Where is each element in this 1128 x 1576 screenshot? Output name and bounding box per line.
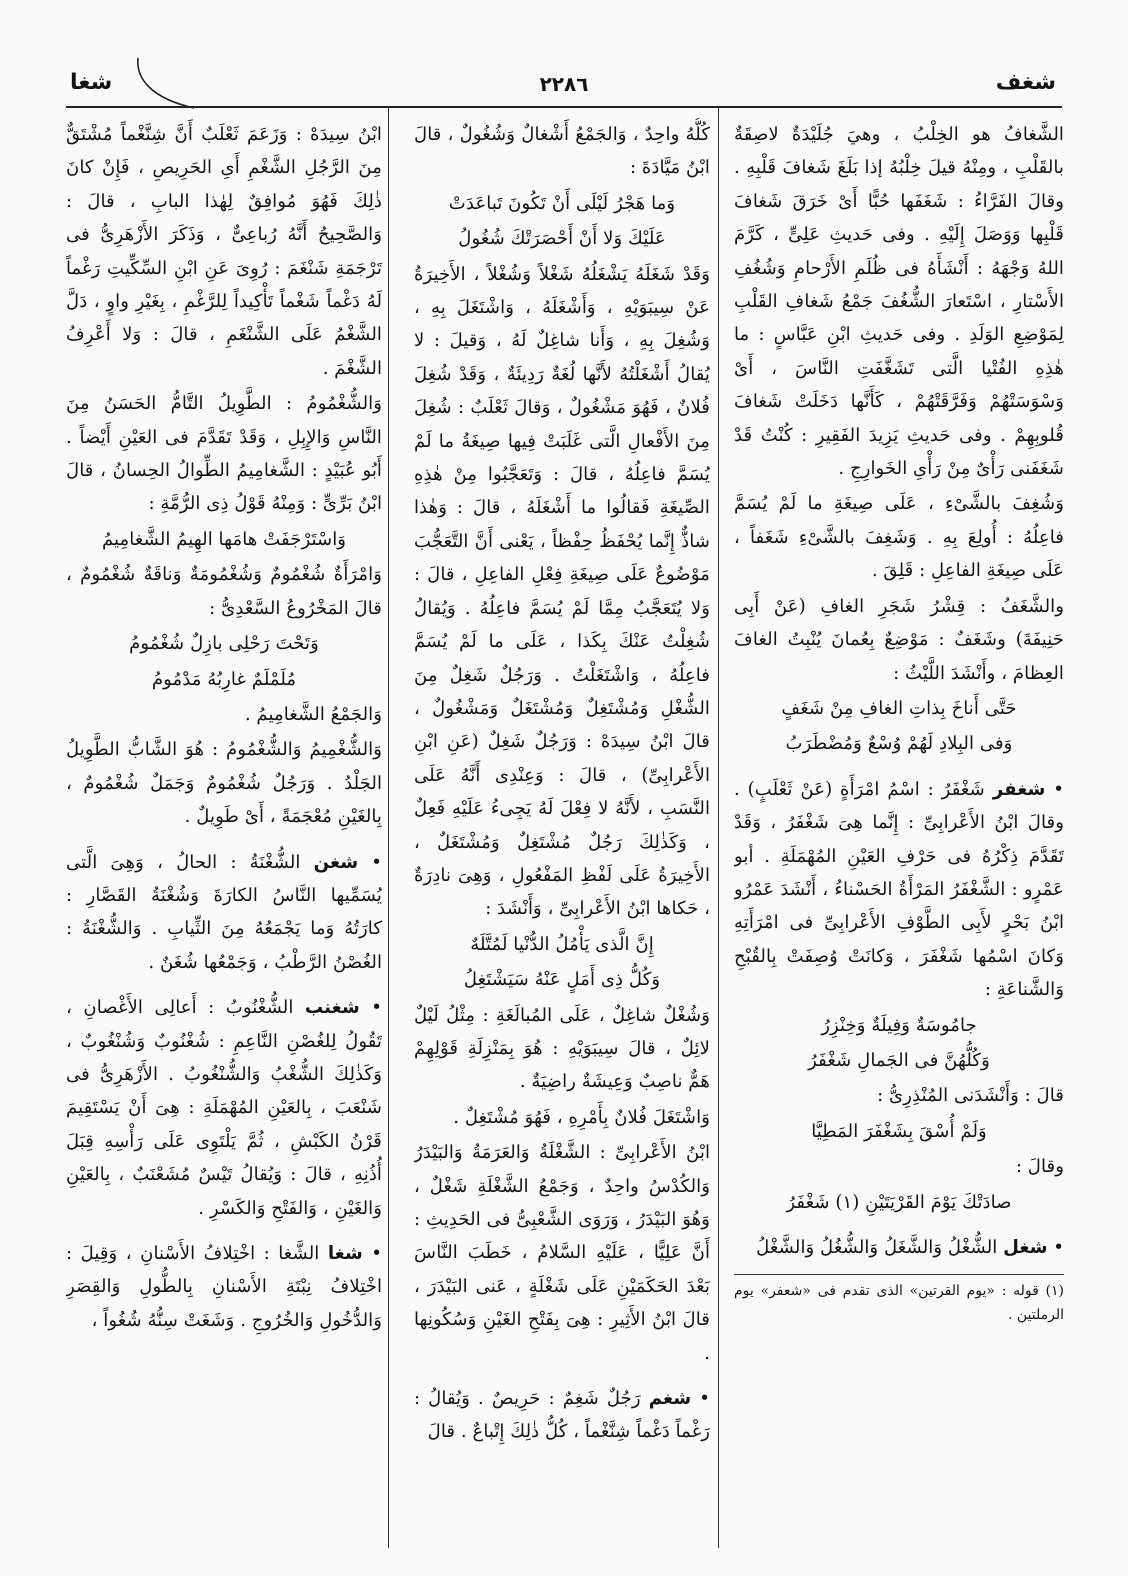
right-column [734,118,1064,1530]
entry-text: الشُّغْنَةُ : الحالُ ، وَهِىَ الَّتى يُسَمِّيها النَّاسُ الكارَةَ وَشُغْنَةُ القَصَّارِ : كارَتُهُ وَما يَجْمَعُهُ مِنَ الثِّيابِ . وَالشُّغْنَةُ : الغُصْنُ الرَّطْبُ ، وَجَمْعُها شُغَنٌ . [66,851,382,973]
entry-headword: شغفر [992,778,1046,800]
header-rule [66,106,1062,108]
margin-pen-mark [132,56,202,112]
paragraph: قالَ : وَأَنْشَدَنى المُنْذِرِىُّ : [877,1085,1064,1107]
footnote-rule [734,1274,1064,1275]
column-divider-right [718,108,719,1548]
paragraph: وَشُغْلٌ شاغِلٌ ، عَلَى المُبالَغَةِ : مِثْلُ لَيْلٌ لائِلٌ ، قالَ سِيبَوَيْهِ : هُوَ بِمَنْزِلَةِ قَوْلِهِمْ هَمٌّ ناصِبٌ وَعِيشَةٌ راضِيَةٌ . [414,1004,710,1093]
entry-bullet: • [691,1388,710,1410]
verse-line: وَفى البِلادِ لَهُمْ وُسْعٌ وَمُضْطَرَبُ [785,733,1013,755]
entry-text: رَجُلٌ شَغِمٌ : حَرِيصٌ . وَيُقالُ : رَغْماً دَغْماً شِنَّغْماً ، كُلُّ ذٰلِكَ إِتْباعٌ . قالَ [414,1388,710,1443]
entry-bullet: • [358,851,382,873]
paragraph: وَقَدْ شَغَلَهُ يَشْغَلُهُ شَغْلاً وَشُغْلاً ، الأَخِيرَةُ عَنْ سِيبَوَيْهِ ، وَأَشْغَلَهُ ، وَاشْتَغَلَ بِهِ ، وَشُغِلَ بِهِ ، وَأَنا شاغِلٌ لَهُ ، وَقيلَ : لا يُقالُ أَشْغَلْتُهُ لأَنَّها لُغَةٌ رَدِيئَةٌ ، وَقَدْ شُغِلَ فُلانٌ ، فَهُوَ مَشْغُولٌ ، وَقالَ ثَعْلَبٌ : شُغِلَ مِنَ الأَفْعالِ الَّتى غَلَبَتْ فِيها صِيغَةُ ما لَمْ يُسَمَّ فاعِلُهُ ، قالَ : وَتَعَجَّبُوا مِنْ هٰذِهِ الصِّيغَةِ فَقالُوا ما أَشْغَلَهُ ، قالَ : وَهٰذا شاذٌّ إِنَّما يُحْفَظُ حِفْظاً ، يَعْنى أَنَّ التَّعَجُّبَ مَوْضُوعٌ عَلَى صِيغَةِ فِعْلِ الفاعِلِ ، قالَ : وَلا يُتَعَجَّبُ مِمَّا لَمْ يُسَمَّ فاعِلُهُ . وَيُقالُ شُغِلْتُ عَنْكَ بِكَذا ، عَلَى ما لَمْ يُسَمَّ فاعِلُهُ ، وَاشْتَغَلْتُ . وَرَجُلٌ شَغِلٌ مِنَ الشُّغْلِ وَمُشْتَغِلٌ وَمُشْتَغَلٌ وَمَشْغُولٌ ، قالَ ابْنُ سِيدَهْ : وَرَجُلٌ شَغِلٌ (عَنِ ابْنِ الأَعْرابِىِّ) ، قالَ : وَعِنْدِى أَنَّهُ عَلَى النَّسَبِ ، لأَنَّهُ لا فِعْلَ لَهُ يَجِىءُ عَلَيْهِ فَعِلٌ ، وَكَذٰلِكَ رَجُلٌ مُشْتَغِلٌ وَمُشْتَغَلٌ ، الأَخِيرَةُ عَلَى لَفْظِ المَفْعُولِ ، وَهِىَ نادِرَةٌ ، حَكاها ابْنُ الأَعْرابِىِّ ، وَأَنْشَدَ : [414,263,710,920]
entry-bullet: • [1047,1237,1064,1258]
dictionary-entry [66,1237,382,1337]
verse-line: مُلَمْلَمٌ غارِبُهُ مَدْمُومُ [151,668,297,690]
dictionary-entry [734,1231,1064,1264]
entry-text: شَغْفَرُ : اسْمُ امْرَأَةٍ (عَنْ ثَعْلَبٍ) . وقالَ ابْنُ الأَعْرابِىِّ : إِنَّما هِىَ شَغْفَرُ ، وَقَدْ تَقَدَّمَ ذِكْرُهُ فى حَرْفِ العَيْنِ المُهْمَلَةِ . أبو عَمْرٍو : الشَّغْفَرُ المَرْأَةُ الحَسْناءُ ، أَنْشَدَ عَمْرُو ابْنُ بَحْرٍ لأَبِى الطَّوْفِ الأَعْرابِىِّ فى امْرَأَتِهِ وَكانَ اسْمُها شَغْفَرَ ، وَكانَتْ وُصِفَتْ بِالقُبْحِ وَالشَّناعَةِ : [734,778,1064,1001]
verse-line: وَلَمْ أُسْقَ بِشَغْفَرَ المَطِيَّا [811,1120,987,1142]
verse-line: حَتَّى أَناخَ بِذاتِ الغافِ مِنْ شَغَفٍ [781,697,1017,719]
verse-line: وَاسْتَرْجَفَتْ هامَها الهِيمُ الشَّغامِيمُ [101,528,347,550]
paragraph: وَالجَمْعُ الشَّغامِيمُ . [244,703,382,725]
dictionary-entry [414,1382,710,1449]
verse-line: صادَتْكَ يَوْمَ القَرْيَتَيْنِ (١) شَغْفَرُ [786,1191,1012,1213]
entry-headword: شغم [648,1388,692,1410]
paragraph: كُلُّهُ واحِدٌ ، وَالجَمْعُ أَشْغالٌ وَشُغُولٌ ، قالَ ابْنُ مَيَّادَةَ : [414,124,710,179]
entry-bullet: • [362,1243,382,1264]
paragraph: ابْنُ الأَعْرابِىِّ : الشَّغْلَةُ وَالعَرَمَةُ وَالبَيْدَرُ وَالكُدْسُ واحِدٌ ، وَجَمْعُ الشَّغْلَةِ شَغْلٌ ، وَهُوَ البَيْدَرُ ، وَرَوَى الشَّعْبِىُّ فى الحَدِيثِ : أَنَّ عَلِيًّا ، عَلَيْهِ السَّلامُ ، خَطَبَ النَّاسَ بَعْدَ الحَكَمَيْنِ عَلَى شَغْلَةٍ ، عَنى البَيْدَرَ ، قالَ ابْنُ الأَثِيرِ : هِىَ بِفَتْحِ الغَيْنِ وَسُكُونِها . [414,1142,710,1364]
dictionary-entry [66,991,382,1225]
column-divider-left [388,108,389,1548]
paragraph: ابْنُ سِيدَهْ : وَزَعَمَ ثَعْلَبٌ أَنَّ شِنَّغْماً مُشْتَقٌّ مِنَ الرَّجُلِ الشَّغْمِ أَىِ الحَرِيصِ ، فَإِنْ كانَ ذٰلِكَ فَهُوَ مُوافِقٌ لِهٰذا البابِ ، قالَ : وَالصَّحِيحُ أَنَّهُ رُباعِىٌّ ، وَذَكَرَ الأَزْهَرِىُّ فى تَرْجَمَةِ شَنْغَمَ : رُوِىَ عَنِ ابْنِ السِّكِّيتِ رَغْماً لَهُ دَغْماً شَغْماً تَأْكِيداً لِلرَّغْمِ ، بِغَيْرِ واوٍ ، دَلَّ الشَّغْمُ عَلَى الشَّنْغَمِ ، قالَ : وَلا أَعْرِفُ الشَّغْمَ . [66,124,382,379]
entry-headword: شغا [327,1243,363,1264]
page-number: ٢٢٨٦ [539,72,589,96]
left-column [66,118,382,1530]
middle-column [414,118,710,1530]
dictionary-entry [734,773,1064,1007]
paragraph: وَامْرَأَةٌ شُغْمُومٌ وَشُغْمُومَةٌ وَناقَةٌ شُغْمُومٌ ، قالَ المَخْرُوعُ السَّعْدِىُّ : [66,564,382,619]
paragraph: والشَّغَفُ : قِشْرُ شَجَرِ الغافِ (عَنْ أَبِى حَنِيفَةَ) وشَغَفٌ : مَوْضِعٌ بِعُمانَ يُنْبِتُ الغافَ العِظامَ ، وأَنْشَدَ اللَّيْثُ : [734,595,1064,684]
verse-line: إِنَّ الَّذى يَأْمُلُ الدُّنْيا لَمُتَّلَهٌ [470,933,654,955]
entry-text: الشُّغْلُ وَالشَّغَلُ وَالشُّغُلُ وَالشَّغْلُ [756,1237,998,1258]
entry-text: الشُّغْنُوبُ : أَعالِى الأَغْصانِ ، تَقُولُ لِلغُصْنِ النَّاعِمِ : شُغْنُوبٌ وَشُنْغُوبٌ ، وَكَذٰلِكَ الشُّغْبُ وَالشُّنْغُوبُ . الأَزْهَرِىُّ فى شَنْعَبَ ، بِالعَيْنِ المُهْمَلَةِ : هِىَ أَنْ يَسْتَقِيمَ قَرْنُ الكَبْشِ ، ثُمَّ يَلْتَوِى عَلَى رَأْسِهِ قِبَلَ أُذُنِهِ ، قالَ : وَيُقالُ تَيْسٌ مُشَعْنَبٌ ، بِالعَيْنِ وَالغَيْنِ ، وَالفَتْحِ وَالكَسْرِ . [66,997,382,1219]
paragraph: الشَّغافُ هو الخِلْبُ ، وهيَ جُلَيْدَةٌ لاصِقَةٌ بالقَلْبِ ، ومِنْهُ قيلَ خِلْبُهُ إذا بَلَغَ شَغافَ قَلْبِهِ . وقالَ الفَرَّاءُ : شَغَفَها حُبًّا أَىْ خَرَقَ شَغافَ قَلْبِها وَوَصَلَ إِلَيْهِ . وفى حَديثِ عَلِىٍّ ، كَرَّمَ اللهُ وَجْهَهُ : أَنْشَأَهُ فى ظُلَمِ الأَرْحامِ وَشُغُفِ الأَسْتارِ ، اسْتَعارَ الشُّغُفَ جَمْعُ شَغافِ القَلْبِ لِمَوْضِعِ الوَلَدِ . وفى حَديثِ ابْنِ عَبَّاسٍ : ما هٰذِهِ الفُتْيا الَّتى تَشَغَّفَتِ النَّاسَ ، أَىْ وَسْوَسَتْهُمْ وَفَرَّقَتْهُمْ ، كَأَنَّها دَخَلَتْ شَغافَ قُلوبِهِمْ . وفى حَديثِ يَزِيدَ الفَقِيرِ : كُنْتُ قَدْ شَغَفَنى رَأْىٌ مِنْ رَأْىِ الخَوارِجِ . [734,124,1064,480]
paragraph: وَاشْتَغَلَ فُلانٌ بِأَمْرِهِ ، فَهُوَ مُشْتَغِلٌ . [453,1106,710,1128]
verse-line: وَتَحْتَ رَحْلِى بازِلٌ شُغْمُومُ [129,633,319,655]
entry-text: الشَّغا : اخْتِلافُ الأَسْنانِ ، وَقِيلَ : اخْتِلافُ نِبْتَةِ الأَسْنانِ بِالطُّولِ وَالقِصَرِ وَالدُّخُولِ وَالخُرُوجِ . وَشَغَتْ سِنُّهُ شُغُواً ، [66,1243,382,1331]
verse-line: وَكُلُّهُنَّ فى الجَمالِ شَغْفَرُ [808,1049,990,1071]
entry-bullet: • [1045,778,1064,800]
dictionary-entry [66,846,382,980]
footnote: (١) قوله : «يوم القرتين» الذى تقدم فى «شعفر» يوم الرملتين . [734,1283,1064,1324]
entry-headword: شغنب [304,997,360,1019]
paragraph: وَشُغِفَ بالشَّىْءِ ، عَلَى صِيغَةِ ما لَمْ يُسَمَّ فاعِلُهُ : أُولِعَ بِهِ . وَشَغِفَ بالشَّىْءِ شَغَفاً ، عَلَى صِيغَةِ الفاعِلِ : قَلِقَ . [734,493,1064,582]
header-left-word: شغا [70,70,113,95]
paragraph: وقالَ : [1015,1156,1064,1178]
verse-line: وَما هَجْرُ لَيْلَى أَنْ تَكُونَ تَباعَدَتْ [448,192,676,214]
entry-headword: شغل [1003,1237,1048,1258]
verse-line: جامُوسَةٌ وَفِيلَةٌ وَخِنْزِرُ [821,1014,977,1036]
entry-bullet: • [359,997,382,1019]
paragraph: وَالشُّغْمُومُ : الطَّوِيلُ التَّامُّ الحَسَنُ مِنَ النَّاسِ وَالإِبِلِ ، وَقَدْ تَقَدَّمَ فى العَيْنِ أَيْضاً . أَبُو عُبَيْدٍ : الشَّغامِيمُ الطِّوالُ الحِسانُ ، قالَ ابْنُ بَرِّىٍّ : وَمِنْهُ قَوْلُ ذِى الرُّمَّةِ : [66,393,382,515]
verse-line: عَلَيْكَ وَلا أَنْ أَحْصَرَتْكَ شُغُولُ [458,228,666,250]
verse-line: وَكُلُّ ذِى أَمَلٍ عَنْهُ سَيَشْتَغِلُ [463,969,661,991]
entry-headword: شغن [313,851,359,873]
paragraph: وَالشُّغْمِيمُ وَالشُّغْمُومُ : هُوَ الشَّابُّ الطَّوِيلُ الجَلْدُ . وَرَجُلٌ شُغْمُومٌ وَجَمَلٌ شُغْمُومٌ ، بِالغَيْنِ مُعْجَمَةً ، أَىْ طَوِيلٌ . [66,739,382,828]
header-right-word: شغف [995,70,1056,95]
